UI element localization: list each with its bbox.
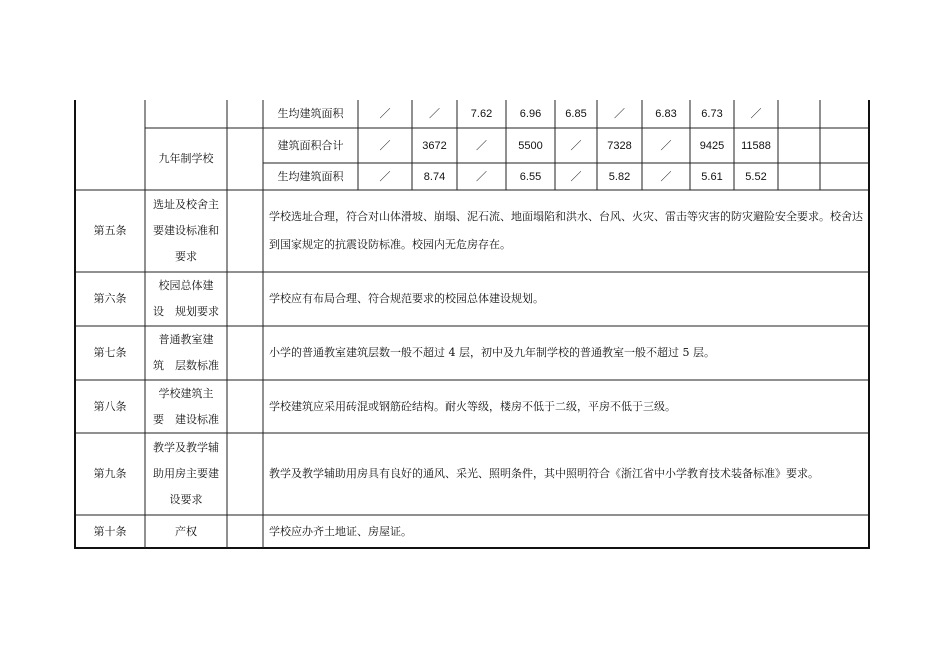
data-cell: 5.52 — [745, 170, 767, 183]
article-requirement: 学校应有布局合理、符合规范要求的校园总体建设规划。 — [269, 292, 544, 305]
article-title-line: 设要求 — [169, 493, 203, 506]
data-cell: ／ — [476, 170, 487, 183]
data-cell: 6.83 — [655, 108, 677, 120]
data-cell: 9425 — [699, 139, 725, 152]
article-title-line: 要建设标准和 — [153, 224, 219, 237]
article-title-line: 学校建筑主 — [158, 386, 214, 400]
article-title-line: 校园总体建 — [158, 279, 214, 292]
data-cell: 7.62 — [470, 108, 493, 120]
row-label-text: 建筑面积合计 — [277, 138, 344, 152]
row-label-text: 生均建筑面积 — [277, 107, 344, 120]
school-type-label: 九年制学校 — [158, 152, 214, 165]
article-title — [145, 326, 227, 380]
article-requirement: 学校应办齐土地证、房屋证。 — [269, 524, 412, 538]
data-cell: 6.73 — [701, 108, 723, 120]
article-title — [145, 433, 227, 515]
data-cell: ／ — [570, 170, 582, 183]
article-number: 第十条 — [93, 524, 127, 538]
data-cell: 11588 — [741, 139, 771, 152]
article-title-line: 要求 — [175, 250, 197, 263]
data-cell — [820, 163, 869, 190]
article-requirement: 学校建筑应采用砖混或钢筋砼结构。耐火等级，楼房不低于二级，平房不低于三级。 — [269, 399, 676, 413]
article-number: 第八条 — [93, 399, 127, 413]
row-label — [263, 163, 358, 190]
row-label-text: 生均建筑面积 — [277, 169, 344, 183]
article-number: 第七条 — [93, 346, 127, 359]
data-cell: 5500 — [518, 139, 543, 152]
data-cell: 7328 — [607, 139, 632, 152]
data-cell — [778, 128, 820, 163]
data-cell: ／ — [379, 108, 391, 120]
data-cell: 8.74 — [423, 170, 446, 183]
data-cell — [820, 128, 869, 163]
data-cell: ／ — [379, 139, 391, 152]
data-cell — [820, 100, 869, 128]
article-requirement: 小学的普通教室建筑层数一般不超过 4 层，初中及九年制学校的普通教室一般不超过 5 层。 — [269, 346, 715, 359]
article-title-line: 普通教室建 — [158, 333, 214, 346]
school-type-cell — [145, 128, 227, 190]
article-title-line: 产权 — [175, 524, 197, 538]
data-cell: ／ — [570, 139, 582, 152]
article-title-line: 设 规划要求 — [153, 305, 219, 318]
article-title-line: 要 建设标准 — [153, 412, 219, 426]
article-title-line: 筑 层数标准 — [153, 359, 219, 372]
data-cell: ／ — [660, 139, 672, 152]
article-title — [145, 272, 227, 326]
data-cell: 5.61 — [701, 170, 723, 183]
article-title-line: 选址及校舍主 — [153, 198, 219, 211]
row-label — [263, 100, 358, 128]
data-cell: ／ — [660, 170, 672, 183]
article-number: 第五条 — [93, 224, 127, 237]
data-cell: 6.55 — [519, 170, 542, 183]
article-title — [145, 515, 227, 548]
article-number: 第九条 — [93, 467, 127, 480]
data-cell: 3672 — [422, 139, 447, 152]
data-cell — [778, 100, 820, 128]
article-title-line: 助用房主要建 — [153, 467, 219, 480]
data-cell: ／ — [429, 108, 440, 120]
row-label — [263, 128, 358, 163]
data-cell: 5.82 — [608, 170, 631, 183]
article-title — [145, 190, 227, 272]
article-title-line: 教学及教学辅 — [153, 441, 219, 454]
data-cell: ／ — [614, 108, 625, 120]
data-cell: 6.85 — [565, 108, 587, 120]
article-number: 第六条 — [93, 292, 127, 305]
article-requirement: 教学及教学辅助用房具有良好的通风、采光、照明条件，其中照明符合《浙江省中小学教育技术装备标准》要求。 — [269, 467, 819, 480]
data-cell: 6.96 — [519, 108, 542, 120]
data-cell: ／ — [750, 108, 762, 120]
article-requirement: 学校选址合理，符合对山体滑坡、崩塌、泥石流、地面塌陷和洪水、台风、火灾、雷击等灾害的防灾避险安全要求。校舍达到国家规定的抗震设防标准。校园内无危房存在。 — [269, 210, 863, 251]
data-cell: ／ — [379, 170, 391, 183]
data-cell — [778, 163, 820, 190]
data-cell: ／ — [476, 139, 487, 152]
article-title — [145, 380, 227, 433]
